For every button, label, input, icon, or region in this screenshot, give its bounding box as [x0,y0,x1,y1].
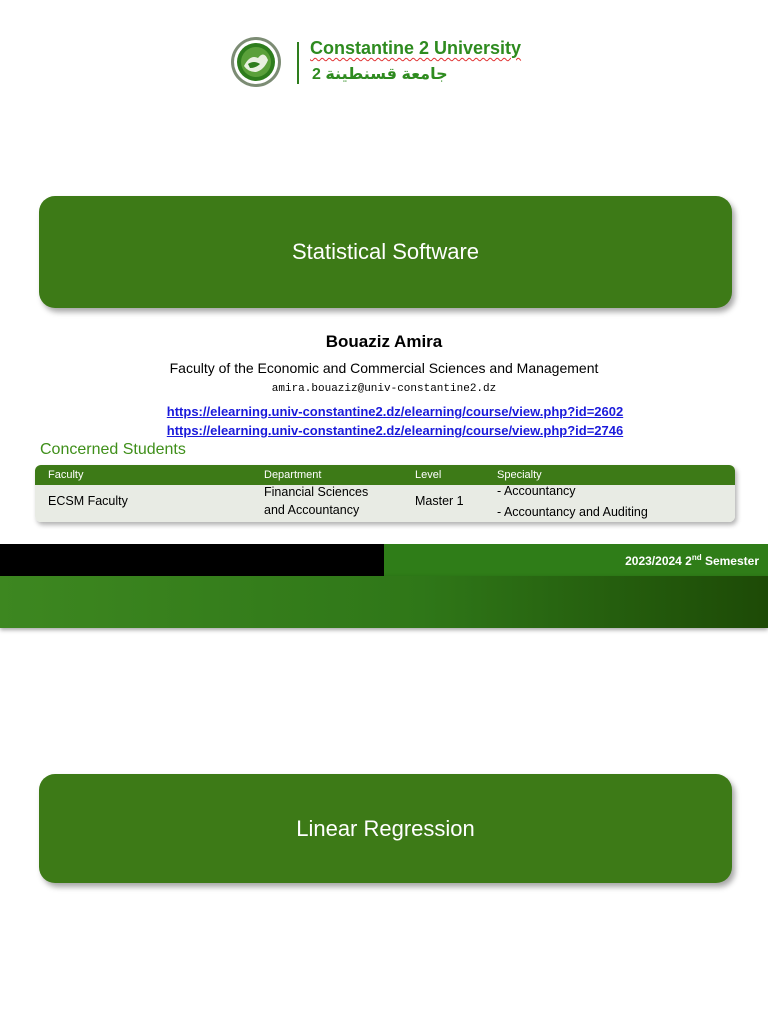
cell-specialty-1: - Accountancy [497,484,576,498]
concerned-students-heading: Concerned Students [40,441,186,458]
course-link-2746[interactable]: https://elearning.univ-constantine2.dz/elearning/course/view.php?id=2746 [166,423,624,438]
university-logo [230,36,540,92]
semester-label: 2023/2024 2nd Semester [625,553,759,568]
column-header-department: Department [264,469,322,481]
university-name-en: Constantine 2 University [310,38,522,58]
chapter-title-banner [39,774,732,883]
logo-divider [297,42,299,84]
author-name: Bouaziz Amira [325,332,443,351]
black-band [0,544,384,576]
table-header [35,465,735,485]
cell-department-line2: and Accountancy [264,503,360,517]
cell-faculty: ECSM Faculty [48,494,128,508]
university-seal-icon [230,36,282,88]
university-name-ar: جامعة قسنطينة 2 [312,66,448,83]
course-link-2602[interactable]: https://elearning.univ-constantine2.dz/elearning/course/view.php?id=2602 [166,404,624,419]
cell-level: Master 1 [415,494,464,508]
semester-band [384,544,768,576]
course-title-banner [39,196,732,308]
column-header-specialty: Specialty [497,469,542,481]
students-table [35,465,735,522]
cell-department-line1: Financial Sciences [264,485,369,499]
faculty-name: Faculty of the Economic and Commercial Sciences and Management [169,360,599,376]
course-title: Statistical Software [291,239,480,264]
column-header-faculty: Faculty [48,469,84,481]
gradient-band [0,576,768,628]
column-header-level: Level [415,469,442,481]
author-email: amira.bouaziz@univ-constantine2.dz [271,383,497,395]
cell-specialty-2: - Accountancy and Auditing [497,505,648,519]
table-row [35,485,735,522]
chapter-title: Linear Regression [296,815,475,841]
